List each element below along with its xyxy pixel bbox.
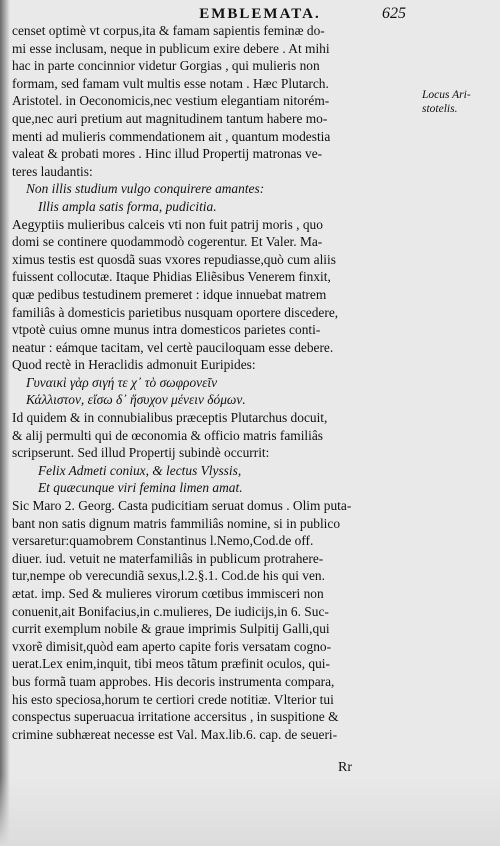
text-line: que,nec auri pretium aut magnitudinem tantum habere mo-: [12, 110, 328, 126]
text-line: fuissent collocutæ. Itaque Phidias Eliẽsibus Venerem finxit,: [12, 269, 331, 285]
text-line: formam, sed famam vult multis esse notam . Hæc Plutarch.: [12, 75, 329, 91]
text-line: Id quidem & in connubialibus præceptis Plutarchus docuit,: [12, 410, 328, 426]
text-line: uerat.Lex enim,inquit, tibi meos tãtum præfinit oculos, qui-: [12, 656, 330, 672]
running-header: EMBLEMATA.: [199, 6, 321, 22]
text-line: conuenit,ait Bonifacius,in c.mulieres, De iudicijs,in 6. Suc-: [12, 603, 329, 619]
text-line: censet optimè vt corpus,ita & famam sapientis feminæ do-: [12, 23, 325, 38]
text-line: tur,nempe ob verecundiã sexus,l.2.§.1. Cod.de his qui ven.: [12, 568, 325, 584]
text-line: ætat. imp. Sed & mulieres virorum cœtibus immisceri non: [12, 586, 324, 601]
page-bottom-margin: [0, 776, 500, 846]
text-line: conspectus superuacua irritatione accersitus , in suspitione &: [12, 709, 339, 725]
text-line: quæ pedibus testudinem premeret : idque innuebat matrem: [12, 286, 327, 302]
text-line: Non illis studium vulgo conquirere amantes:: [26, 181, 265, 197]
text-line: Κάλλιστον, εἴσω δ᾽ ἥσυχον μένειν δόμων.: [26, 392, 246, 408]
text-line: crimine subhæreat necesse est Val. Max.lib.6. cap. de seueri-: [12, 726, 338, 742]
text-line: his esto speciosa,horum te certiori crede notitiæ. Vlterior tui: [12, 691, 334, 707]
marginal-note-line: stotelis.: [422, 103, 458, 115]
text-line: & alij permulti qui de œconomia & officio matris familiâs: [12, 427, 324, 443]
page-number: 625: [382, 5, 406, 22]
text-line: vxorẽ dimisit,quòd eam aperto capite foris versatam cogno-: [12, 638, 332, 654]
catchword: Rr: [338, 760, 352, 775]
text-line: Et quæcunque viri femina limen amat.: [38, 480, 243, 496]
text-line: Aristotel. in Oeconomicis,nec vestium elegantiam nitorém-: [12, 93, 330, 109]
text-line: Aegyptiis mulieribus calceis vti non fuit patrij moris , quo: [12, 216, 323, 232]
text-line: bant non satis dignum matris fammiliâs nomine, si in publico: [12, 515, 341, 531]
body-text: [12, 22, 414, 743]
text-line: vtpotè cuius omne munus intra domesticos parietes conti-: [12, 322, 321, 338]
text-line: ximus testis est quosdã suas vxores repudiasse,quò cum aliis: [12, 251, 336, 267]
text-line: neatur : eámque tacitam, vel certè pauciloquam esse debere.: [12, 339, 334, 355]
text-line: teres laudantis:: [12, 163, 93, 179]
text-line: Γυναικὶ γὰρ σιγή τε χ᾽ τὸ σωφρονεῖν: [26, 374, 218, 390]
text-line: menti ad mulieris commendationem ait , quantum modestia: [12, 128, 331, 144]
text-line: domi se continere quodammodò cogerentur. Et Valer. Ma-: [12, 234, 323, 250]
text-line: familiâs à domesticis parietibus nusquam oportere discedere,: [12, 304, 339, 320]
text-line: bus formã tuam approbes. His decoris instrumenta compara,: [12, 673, 335, 689]
marginal-note-line: Locus Ari-: [422, 89, 471, 101]
text-line: Quod rectè in Heraclidis admonuit Euripides:: [12, 357, 256, 373]
text-line: Sic Maro 2. Georg. Casta pudicitiam seruat domus . Olim puta-: [12, 498, 352, 514]
text-line: currit exemplum nobile & graue imprimis Sulpitij Galli,qui: [12, 621, 330, 637]
gutter-shadow: [0, 0, 10, 846]
text-line: versaretur:quamobrem Constantinus l.Nemo,Cod.de off.: [12, 533, 314, 549]
text-line: hac in parte concinnior videtur Gorgias , qui mulieris non: [12, 58, 320, 74]
text-line: Felix Admeti coniux, & lectus Vlyssis,: [38, 462, 242, 478]
marginal-note: [422, 88, 496, 116]
text-line: scripserunt. Sed illud Propertij subindè occurrit:: [12, 445, 270, 461]
text-line: Illis ampla satis forma, pudicitia.: [38, 198, 217, 214]
text-line: valeat & probati mores . Hinc illud Propertij matronas ve-: [12, 146, 323, 162]
text-line: mi esse inclusam, neque in publicum exire debere . At mihi: [12, 40, 330, 56]
text-line: diuer. iud. vetuit ne materfamiliâs in publicum protrahere-: [12, 550, 324, 566]
